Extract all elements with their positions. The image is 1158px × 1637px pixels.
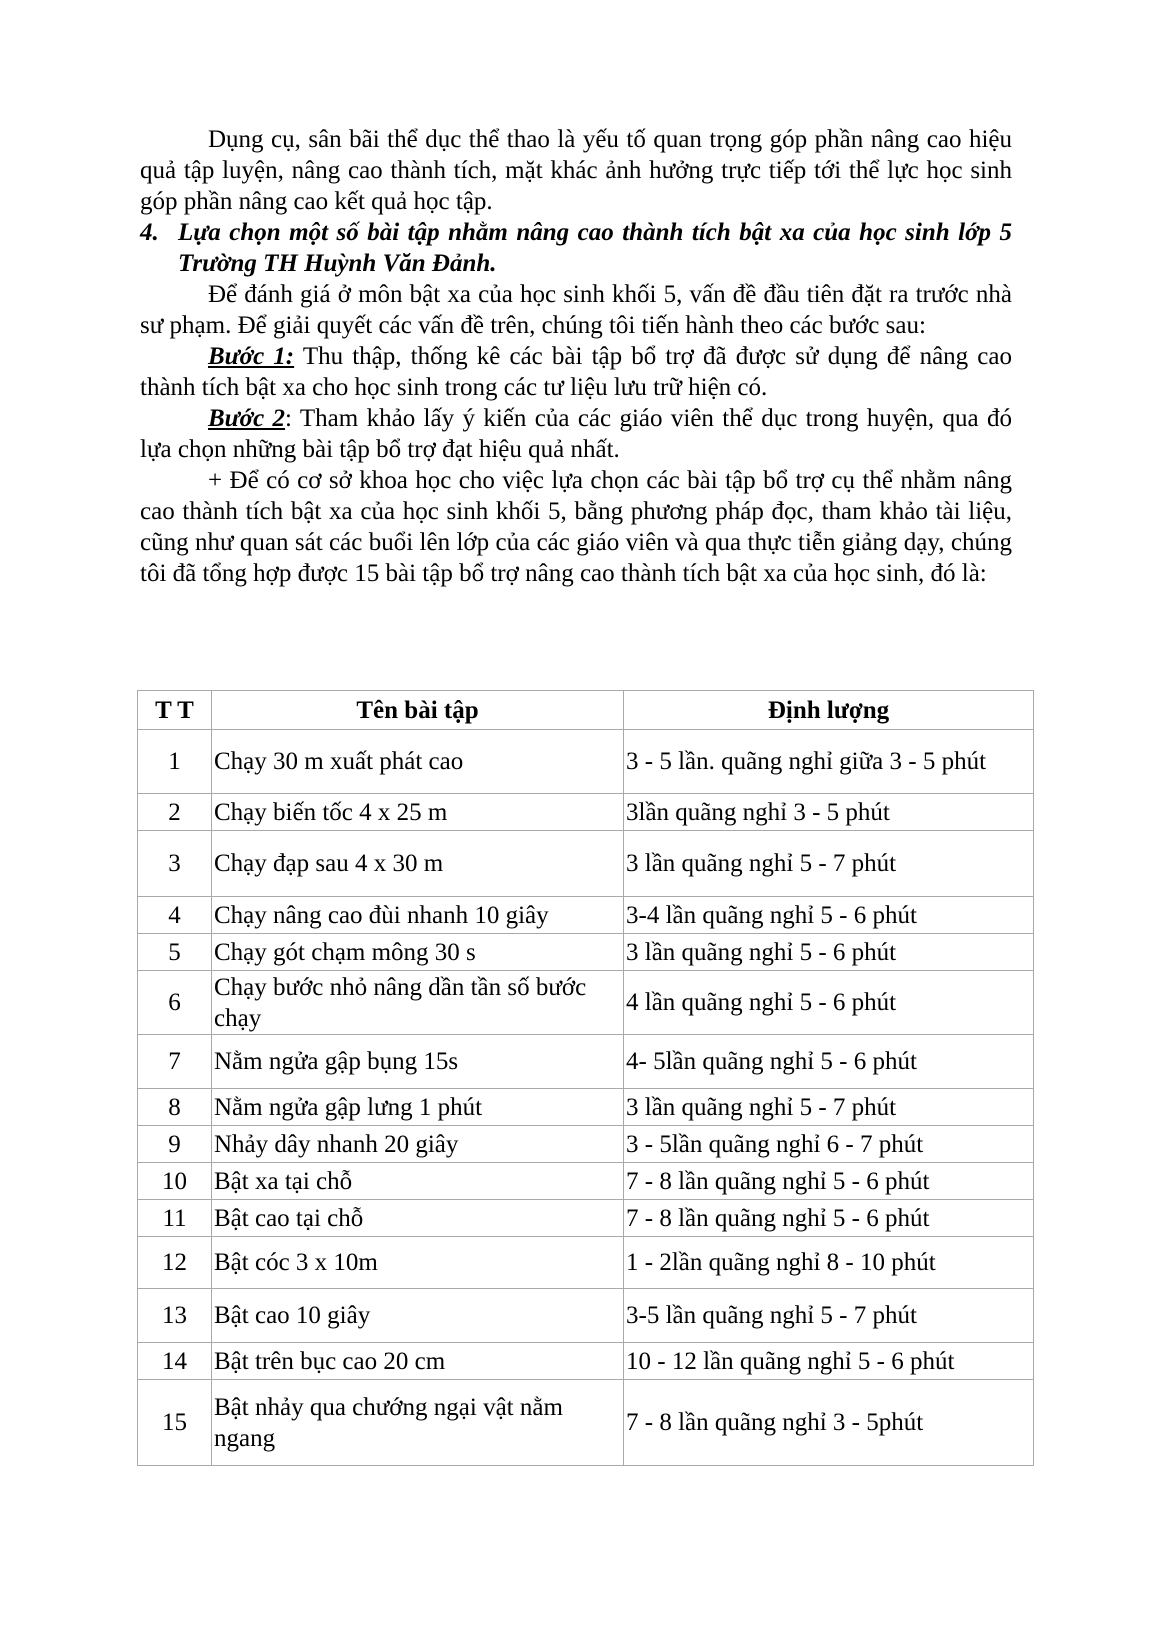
exercise-name: Chạy biến tốc 4 x 25 m	[212, 794, 624, 831]
table-row	[138, 1200, 1034, 1237]
table-row	[138, 934, 1034, 971]
table-row	[138, 730, 1034, 794]
step-2-text: : Tham khảo lấy ý kiến của các giáo viên thể dục trong huyện, qua đó lựa chọn những bài tập bổ trợ đạt hiệu quả nhất.	[140, 405, 1013, 463]
row-number: 12	[138, 1237, 212, 1289]
exercise-name: Bật trên bục cao 20 cm	[212, 1343, 624, 1380]
exercise-dose: 7 - 8 lần quãng nghỉ 3 - 5phút	[624, 1380, 1034, 1466]
table-row	[138, 897, 1034, 934]
exercise-name: Bật cóc 3 x 10m	[212, 1237, 624, 1289]
row-number: 8	[138, 1089, 212, 1126]
exercise-name: Chạy đạp sau 4 x 30 m	[212, 831, 624, 897]
exercise-name: Nhảy dây nhanh 20 giây	[212, 1126, 624, 1163]
row-number: 2	[138, 794, 212, 831]
step-1-label: Bước 1:	[208, 343, 295, 370]
intro-paragraph: Dụng cụ, sân bãi thể dục thể thao là yếu tố quan trọng góp phần nâng cao hiệu quả tập luyện, nâng cao thành tích, mặt khác ảnh hưởng trực tiếp tới thể lực học sinh góp phần nâng cao kết quả học tập.	[140, 126, 1012, 215]
exercise-name: Chạy bước nhỏ nâng dần tần số bước chạy	[212, 971, 624, 1035]
step-2-paragraph	[140, 403, 1012, 465]
table-row	[138, 1343, 1034, 1380]
table-row	[138, 1089, 1034, 1126]
table-row	[138, 1289, 1034, 1343]
table-row	[138, 1126, 1034, 1163]
table-row	[138, 971, 1034, 1035]
table-row	[138, 794, 1034, 831]
exercise-dose: 3 lần quãng nghỉ 5 - 7 phút	[624, 831, 1034, 897]
header-name: Tên bài tập	[212, 691, 624, 730]
exercise-dose: 3-5 lần quãng nghỉ 5 - 7 phút	[624, 1289, 1034, 1343]
exercise-dose: 3 - 5 lần. quãng nghỉ giữa 3 - 5 phút	[624, 730, 1034, 794]
exercise-dose: 3-4 lần quãng nghỉ 5 - 6 phút	[624, 897, 1034, 934]
exercise-name: Nằm ngửa gập lưng 1 phút	[212, 1089, 624, 1126]
table-row	[138, 1035, 1034, 1089]
section-title: Lựa chọn một số bài tập nhằm nâng cao thành tích bật xa của học sinh lớp 5 Trường TH Huỳnh Văn Đảnh.	[178, 219, 1012, 277]
row-number: 14	[138, 1343, 212, 1380]
exercise-dose: 7 - 8 lần quãng nghỉ 5 - 6 phút	[624, 1200, 1034, 1237]
exercise-dose: 4- 5lần quãng nghỉ 5 - 6 phút	[624, 1035, 1034, 1089]
exercise-name: Bật cao tại chỗ	[212, 1200, 624, 1237]
step-1-paragraph	[140, 341, 1012, 403]
table-row	[138, 1163, 1034, 1200]
exercise-name: Chạy 30 m xuất phát cao	[212, 730, 624, 794]
row-number: 10	[138, 1163, 212, 1200]
header-tt: T T	[138, 691, 212, 730]
exercise-dose: 3 - 5lần quãng nghỉ 6 - 7 phút	[624, 1126, 1034, 1163]
paragraph-3: + Để có cơ sở khoa học cho việc lựa chọn các bài tập bổ trợ cụ thể nhằm nâng cao thành tích bật xa của học sinh khối 5, bằng phương pháp đọc, tham khảo tài liệu, cũng như quan sát các buổi lên lớp của các giáo viên và qua thực tiễn giảng dạy, chúng tôi đã tổng hợp được 15 bài tập bổ trợ nâng cao thành tích bật xa của học sinh, đó là:	[140, 467, 1012, 587]
step-1-text: Thu thập, thống kê các bài tập bổ trợ đã được sử dụng để nâng cao thành tích bật xa cho học sinh trong các tư liệu lưu trữ hiện có.	[140, 343, 1012, 401]
row-number: 3	[138, 831, 212, 897]
table-row	[138, 1237, 1034, 1289]
row-number: 6	[138, 971, 212, 1035]
exercise-dose: 3 lần quãng nghỉ 5 - 6 phút	[624, 934, 1034, 971]
row-number: 4	[138, 897, 212, 934]
exercise-name: Nằm ngửa gập bụng 15s	[212, 1035, 624, 1089]
exercise-name: Chạy nâng cao đùi nhanh 10 giây	[212, 897, 624, 934]
row-number: 9	[138, 1126, 212, 1163]
exercise-dose: 4 lần quãng nghỉ 5 - 6 phút	[624, 971, 1034, 1035]
header-dose: Định lượng	[624, 691, 1034, 730]
exercise-name: Bật cao 10 giây	[212, 1289, 624, 1343]
exercise-dose: 3 lần quãng nghỉ 5 - 7 phút	[624, 1089, 1034, 1126]
row-number: 5	[138, 934, 212, 971]
exercise-dose: 3lần quãng nghỉ 3 - 5 phút	[624, 794, 1034, 831]
exercise-dose: 1 - 2lần quãng nghỉ 8 - 10 phút	[624, 1237, 1034, 1289]
exercise-name: Bật nhảy qua chướng ngại vật nằm ngang	[212, 1380, 624, 1466]
exercise-dose: 7 - 8 lần quãng nghỉ 5 - 6 phút	[624, 1163, 1034, 1200]
section-number: 4.	[140, 219, 159, 246]
exercise-table	[137, 690, 1034, 1466]
document-body	[140, 124, 1012, 589]
row-number: 15	[138, 1380, 212, 1466]
row-number: 11	[138, 1200, 212, 1237]
step-2-label: Bước 2	[208, 405, 286, 432]
row-number: 13	[138, 1289, 212, 1343]
section-heading	[140, 217, 1012, 279]
exercise-name: Chạy gót chạm mông 30 s	[212, 934, 624, 971]
exercise-dose: 10 - 12 lần quãng nghỉ 5 - 6 phút	[624, 1343, 1034, 1380]
row-number: 7	[138, 1035, 212, 1089]
paragraph-2: Để đánh giá ở môn bật xa của học sinh khối 5, vấn đề đầu tiên đặt ra trước nhà sư phạm. Để giải quyết các vấn đề trên, chúng tôi tiến hành theo các bước sau:	[140, 281, 1012, 339]
table-row	[138, 831, 1034, 897]
exercise-name: Bật xa tại chỗ	[212, 1163, 624, 1200]
row-number: 1	[138, 730, 212, 794]
table-header-row	[138, 691, 1034, 730]
table-row	[138, 1380, 1034, 1466]
